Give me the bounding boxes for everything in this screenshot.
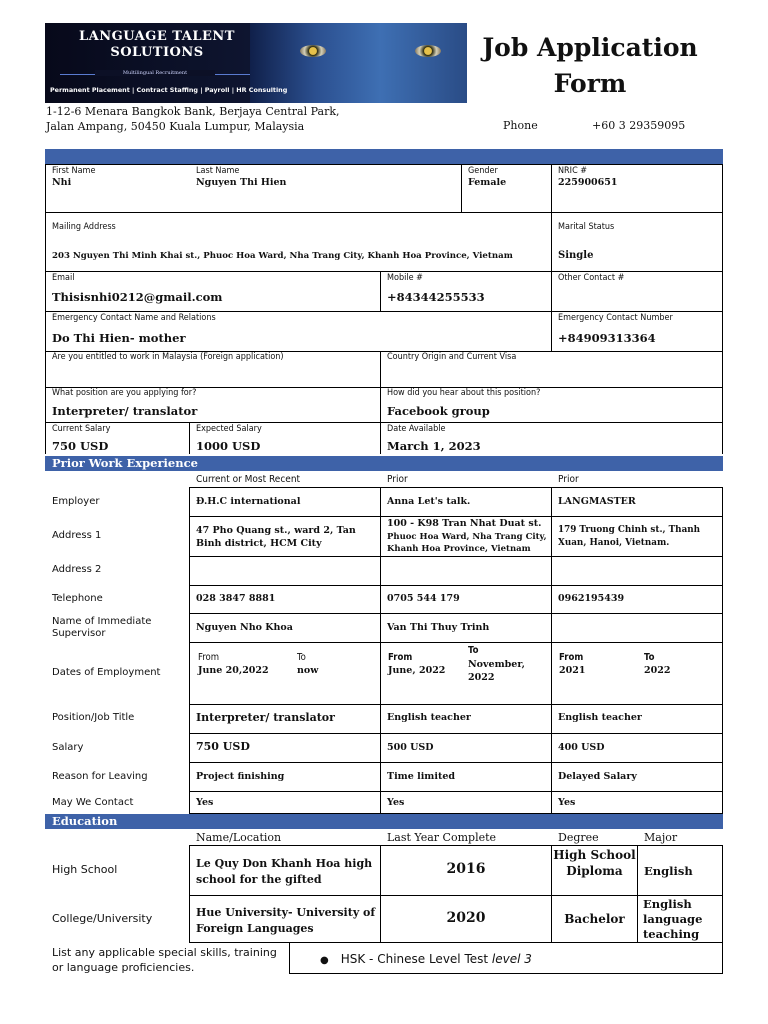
title-line2: Form [553,69,627,98]
edu-college-name[interactable]: Hue University- University of Foreign Languages [196,906,376,935]
job2-to-label: To [468,645,479,656]
form-title [480,30,700,102]
job1-to-value[interactable]: now [297,665,319,676]
logo-text [67,29,247,61]
nric-label: NRIC # [558,166,588,176]
job3-to-label: To [644,652,655,663]
job3-address1[interactable]: 179 Truong Chinh st., Thanh Xuan, Hanoi, Vietnam. [558,525,701,548]
skills-list-item[interactable] [320,952,532,966]
title-line1: Job Application [482,33,698,62]
row-label-contact: May We Contact [52,797,134,808]
job3-to-value[interactable]: 2022 [644,665,671,676]
section-title-education: Education [45,814,723,829]
row-label-reason: Reason for Leaving [52,771,148,782]
last-name-value[interactable]: Nguyen Thi Hien [196,177,287,188]
edu-col-degree: Degree [558,831,599,844]
phone-value: +60 3 29359095 [592,119,686,132]
job3-from-label: From [559,652,584,663]
job3-salary[interactable]: 400 USD [558,742,605,753]
current-salary-label: Current Salary [52,424,111,434]
eye-icon [415,45,441,57]
marital-status-label: Marital Status [558,222,615,232]
address-line2: Jalan Ampang, 50450 Kuala Lumpur, Malaysia [46,120,305,133]
first-name-label: First Name [52,166,96,176]
row-label-supervisor: Name of Immediate Supervisor [52,616,152,639]
job2-supervisor[interactable]: Van Thi Thuy Trinh [387,622,490,633]
job3-telephone[interactable]: 0962195439 [558,593,625,604]
job2-to-value[interactable]: November, 2022 [468,659,525,683]
heard-about-label: How did you hear about this position? [387,388,541,398]
expected-salary-value[interactable]: 1000 USD [196,439,261,453]
edu-highschool-name[interactable]: Le Quy Don Khanh Hoa high school for the gifted [196,857,373,886]
heard-about-value[interactable]: Facebook group [387,404,490,418]
logo-tagline: Multilingual Recruitment [95,70,215,76]
job2-address1-line1[interactable]: 100 - K98 Tran Nhat Duat st. [387,518,542,529]
job1-telephone[interactable]: 028 3847 8881 [196,593,276,604]
emergency-number-value[interactable]: +84909313364 [558,331,656,345]
marital-status-value[interactable]: Single [558,250,594,261]
mailing-address-label: Mailing Address [52,222,116,232]
logo-line2: SOLUTIONS [110,45,204,60]
job3-contact[interactable]: Yes [558,797,576,808]
first-name-value[interactable]: Nhi [52,177,72,188]
bullet-icon: ● [320,955,329,966]
skills-item-text: HSK - Chinese Level Test [340,952,489,966]
edu-col-major: Major [644,831,678,844]
job3-from-value[interactable]: 2021 [559,665,586,676]
emergency-contact-label: Emergency Contact Name and Relations [52,313,216,323]
gender-value[interactable]: Female [468,177,507,188]
email-label: Email [52,273,75,283]
row-label-position: Position/Job Title [52,712,135,723]
edu-row-label-college: College/University [52,912,153,925]
exp-col-current: Current or Most Recent [196,474,301,485]
other-contact-label: Other Contact # [558,273,625,283]
job2-from-value[interactable]: June, 2022 [388,665,446,676]
job2-salary[interactable]: 500 USD [387,742,434,753]
exp-col-prior-2: Prior [558,474,579,485]
job1-address1[interactable]: 47 Pho Quang st., ward 2, Tan Binh district, HCM City [196,525,356,549]
edu-college-degree[interactable]: Bachelor [564,912,625,926]
address-line1: 1-12-6 Menara Bangkok Bank, Berjaya Central Park, [46,105,340,118]
job2-contact[interactable]: Yes [387,797,405,808]
job2-position[interactable]: English teacher [387,712,471,723]
job1-position[interactable]: Interpreter/ translator [196,711,335,724]
position-applying-label: What position are you applying for? [52,388,197,398]
edu-highschool-major[interactable]: English [644,864,693,878]
job3-reason[interactable]: Delayed Salary [558,771,637,782]
edu-col-name: Name/Location [196,831,282,844]
section-bar-top [45,149,723,164]
job3-employer[interactable]: LANGMASTER [558,496,636,507]
date-available-label: Date Available [387,424,446,434]
job1-contact[interactable]: Yes [196,797,214,808]
row-label-employer: Employer [52,496,100,507]
row-label-address1: Address 1 [52,530,102,541]
country-visa-label: Country Origin and Current Visa [387,352,517,362]
edu-row-label-highschool: High School [52,863,118,876]
current-salary-value[interactable]: 750 USD [52,439,109,453]
expected-salary-label: Expected Salary [196,424,262,434]
company-logo-banner [45,23,467,103]
row-label-address2: Address 2 [52,564,102,575]
job1-employer[interactable]: Đ.H.C international [196,496,301,507]
phone-label: Phone [503,119,538,132]
job1-to-label: To [297,652,306,663]
gender-label: Gender [468,166,498,176]
nric-value[interactable]: 225900651 [558,177,618,188]
work-entitlement-label: Are you entitled to work in Malaysia (Foreign application) [52,352,284,362]
eye-icon [300,45,326,57]
job3-position[interactable]: English teacher [558,712,642,723]
skills-item-level: level 3 [491,952,532,966]
edu-highschool-year[interactable]: 2016 [446,861,486,877]
skills-label: List any applicable special skills, training or language proficiencies. [52,946,277,974]
emergency-contact-value[interactable]: Do Thi Hien- mother [52,331,186,345]
job2-employer[interactable]: Anna Let's talk. [387,496,471,507]
exp-col-prior-1: Prior [387,474,408,485]
last-name-label: Last Name [196,166,240,176]
job2-from-label: From [388,652,413,663]
job2-address1-line3[interactable]: Khanh Hoa Province, Vietnam [387,544,531,554]
row-label-dates: Dates of Employment [52,667,161,678]
job2-telephone[interactable]: 0705 544 179 [387,593,460,604]
job1-from-value[interactable]: June 20,2022 [198,665,269,676]
mobile-value[interactable]: +84344255533 [387,290,485,304]
section-title-experience: Prior Work Experience [45,456,723,471]
edu-highschool-degree[interactable]: High School Diploma [553,848,636,878]
edu-college-year[interactable]: 2020 [446,910,486,926]
email-value[interactable]: Thisisnhi0212@gmail.com [52,290,223,304]
job1-from-label: From [198,652,220,663]
emergency-number-label: Emergency Contact Number [558,313,673,323]
job2-reason[interactable]: Time limited [387,771,456,782]
company-address [46,104,340,134]
job1-supervisor[interactable]: Nguyen Nho Khoa [196,622,293,633]
row-label-salary: Salary [52,742,84,753]
mobile-label: Mobile # [387,273,423,283]
job1-salary[interactable]: 750 USD [196,740,250,753]
edu-col-year: Last Year Complete [387,831,497,844]
job2-address1-line2[interactable]: Phuoc Hoa Ward, Nha Trang City, [387,532,547,542]
position-applying-value[interactable]: Interpreter/ translator [52,404,198,418]
mailing-address-value[interactable]: 203 Nguyen Thi Minh Khai st., Phuoc Hoa Ward, Nha Trang City, Khanh Hoa Province, Vietnam [52,251,513,261]
logo-line1: LANGUAGE TALENT [79,29,235,44]
job1-reason[interactable]: Project finishing [196,771,285,782]
row-label-telephone: Telephone [52,593,103,604]
logo-services: Permanent Placement | Contract Staffing | Payroll | HR Consulting [50,86,288,94]
date-available-value[interactable]: March 1, 2023 [387,439,481,453]
edu-college-major[interactable]: English language teaching [643,897,703,941]
